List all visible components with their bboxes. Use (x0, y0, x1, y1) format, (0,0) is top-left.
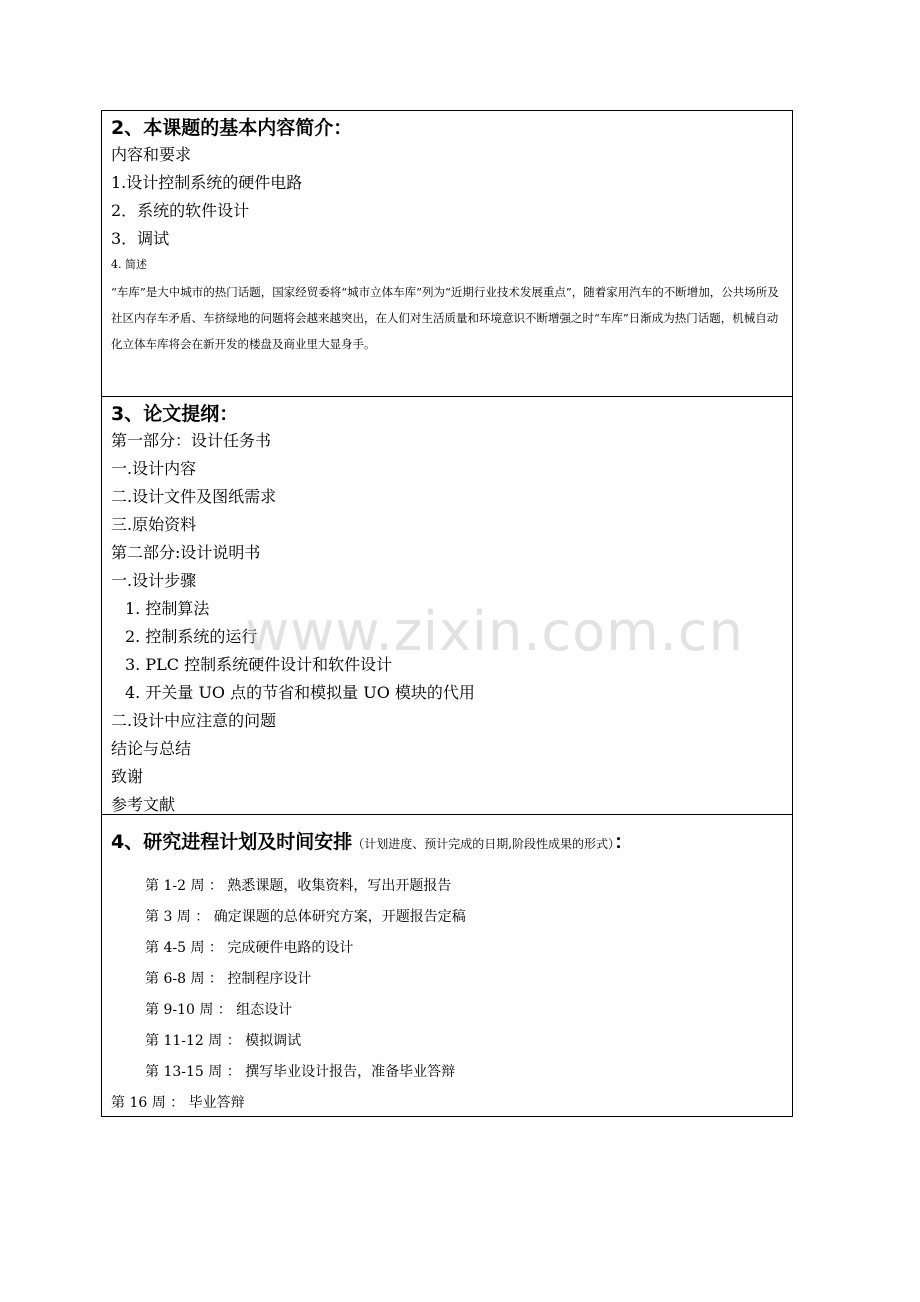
section4-heading-text: 4、研究进程计划及时间安排 (111, 831, 353, 853)
summary-paragraph: “车库”是大中城市的热门话题，国家经贸委将“城市立体车库”列为“近期行业技术发展重点”，随着家用汽车的不断增加，公共场所及社区内存车矛盾、车挤绿地的问题将会越来越突出，在人们对生活质量和环境意识不断增强之时“车库”日渐成为热门话题，机械自动化立体车库将会在新开发的楼盘及商业里大显身手。 (111, 285, 779, 351)
schedule-task: 撰写毕业设计报告，准备毕业答辩 (245, 1064, 456, 1080)
document-table (101, 110, 793, 1117)
schedule-row (111, 902, 784, 933)
schedule-row (111, 933, 784, 964)
watermark: www.zixin.com.cn (245, 600, 744, 663)
outline-sub-item: 2. 控制系统的运行 (125, 627, 258, 646)
section4-heading-colon: ： (614, 831, 634, 853)
schedule-task: 模拟调试 (245, 1033, 302, 1049)
outline-line: 二.设计文件及图纸需求 (111, 487, 277, 506)
content-line: 内容和要求 (111, 145, 192, 164)
section-outline (101, 397, 793, 815)
schedule-row (111, 1026, 784, 1057)
outline-sub-item: 1. 控制算法 (125, 599, 210, 618)
schedule-task: 确定课题的总体研究方案，开题报告定稿 (213, 909, 466, 925)
content-line: 2．系统的软件设计 (111, 201, 250, 220)
schedule-task: 组态设计 (236, 1002, 293, 1018)
schedule-row (111, 1057, 784, 1088)
section-schedule (101, 815, 793, 1117)
outline-sub-item: 3. PLC 控制系统硬件设计和软件设计 (125, 655, 393, 674)
schedule-week: 第 11-12 周 ： (145, 1033, 241, 1049)
schedule-week: 第 4-5 周 ： (145, 940, 223, 956)
outline-line: 一.设计内容 (111, 459, 197, 478)
section4-heading-note: （计划进度、预计完成的日期,阶段性成果的形式） (352, 837, 615, 851)
outline-line: 一.设计步骤 (111, 571, 197, 590)
summary-subheading: 4. 简述 (111, 258, 147, 271)
outline-line: 参考文献 (111, 795, 176, 814)
section-basic-content (101, 110, 793, 397)
section3-heading: 3、论文提纲： (111, 403, 239, 425)
schedule-week: 第 6-8 周 ： (145, 971, 223, 987)
schedule-task: 熟悉课题，收集资料，写出开题报告 (227, 878, 452, 894)
schedule-week: 第 3 周 ： (145, 909, 210, 925)
content-line: 1.设计控制系统的硬件电路 (111, 173, 303, 192)
schedule-task: 控制程序设计 (227, 971, 312, 987)
schedule-row (111, 871, 784, 902)
outline-line: 二.设计中应注意的问题 (111, 711, 277, 730)
schedule-week: 第 1-2 周 ： (145, 878, 223, 894)
schedule-row-final (111, 1088, 784, 1119)
schedule-row (111, 964, 784, 995)
schedule-task: 毕业答辩 (188, 1095, 245, 1111)
outline-line: 第二部分:设计说明书 (111, 543, 261, 562)
outline-line: 致谢 (111, 767, 144, 786)
section2-heading: 2、本课题的基本内容简介： (111, 117, 353, 139)
outline-sub-item: 4. 开关量 UO 点的节省和模拟量 UO 模块的代用 (125, 683, 475, 702)
outline-line: 第一部分：设计任务书 (111, 431, 272, 450)
schedule-week: 第 16 周 ： (111, 1095, 185, 1111)
section4-heading (111, 829, 784, 857)
schedule-task: 完成硬件电路的设计 (227, 940, 354, 956)
outline-line: 三.原始资料 (111, 515, 197, 534)
schedule-row (111, 995, 784, 1026)
content-line: 3．调试 (111, 229, 170, 248)
outline-line: 结论与总结 (111, 739, 192, 758)
schedule-week: 第 13-15 周 ： (145, 1064, 241, 1080)
schedule-week: 第 9-10 周 ： (145, 1002, 232, 1018)
